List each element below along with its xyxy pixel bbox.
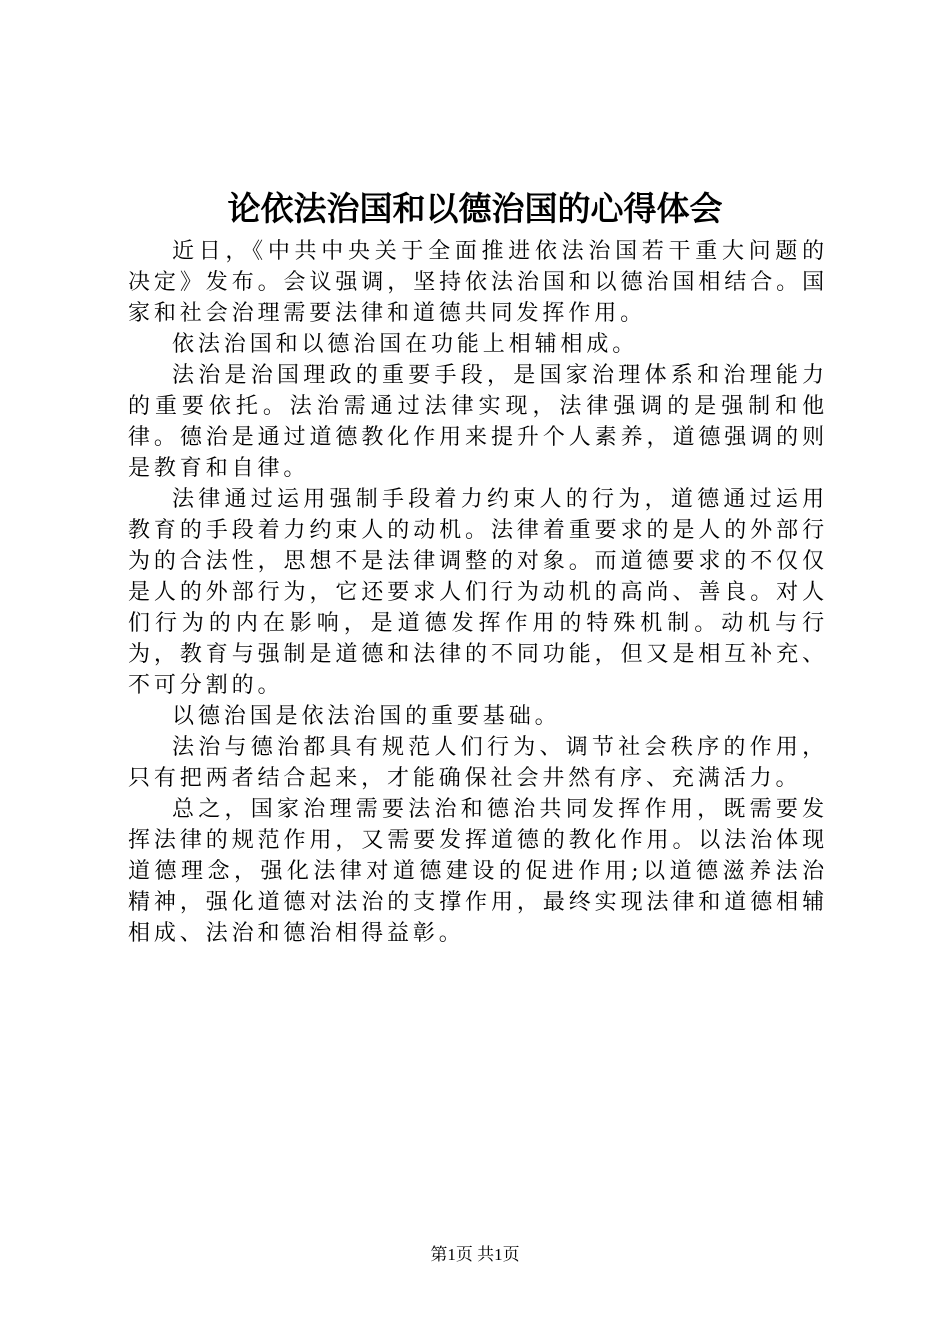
document-body (128, 236, 828, 949)
paragraph: 法治是治国理政的重要手段，是国家治理体系和治理能力的重要依托。法治需通过法律实现，法律强调的是强制和他律。德治是通过道德教化作用来提升个人素养，道德强调的则是教育和自律。 (128, 363, 828, 481)
document-title: 论依法治国和以德治国的心得体会 (227, 189, 723, 228)
paragraph: 依法治国和以德治国在功能上相辅相成。 (172, 332, 639, 357)
paragraph: 以德治国是依法治国的重要基础。 (172, 704, 561, 729)
page-footer: 第1页 共1页 (430, 1245, 520, 1264)
paragraph: 法律通过运用强制手段着力约束人的行为，道德通过运用教育的手段着力约束人的动机。法律着重要求的是人的外部行为的合法性，思想不是法律调整的对象。而道德要求的不仅仅是人的外部行为，它还要求人们行为动机的高尚、善良。对人们行为的内在影响，是道德发挥作用的特殊机制。动机与行为，教育与强制是道德和法律的不同功能，但又是相互补充、不可分割的。 (128, 487, 828, 698)
paragraph: 法治与德治都具有规范人们行为、调节社会秩序的作用，只有把两者结合起来，才能确保社会井然有序、充满活力。 (128, 735, 828, 791)
paragraph: 近日，《中共中央关于全面推进依法治国若干重大问题的决定》发布。会议强调，坚持依法治国和以德治国相结合。国家和社会治理需要法律和道德共同发挥作用。 (128, 239, 828, 326)
paragraph: 总之，国家治理需要法治和德治共同发挥作用，既需要发挥法律的规范作用，又需要发挥道德的教化作用。以法治体现道德理念，强化法律对道德建设的促进作用;以道德滋养法治精神，强化道德对法治的支撑作用，最终实现法律和道德相辅相成、法治和德治相得益彰。 (128, 797, 828, 946)
